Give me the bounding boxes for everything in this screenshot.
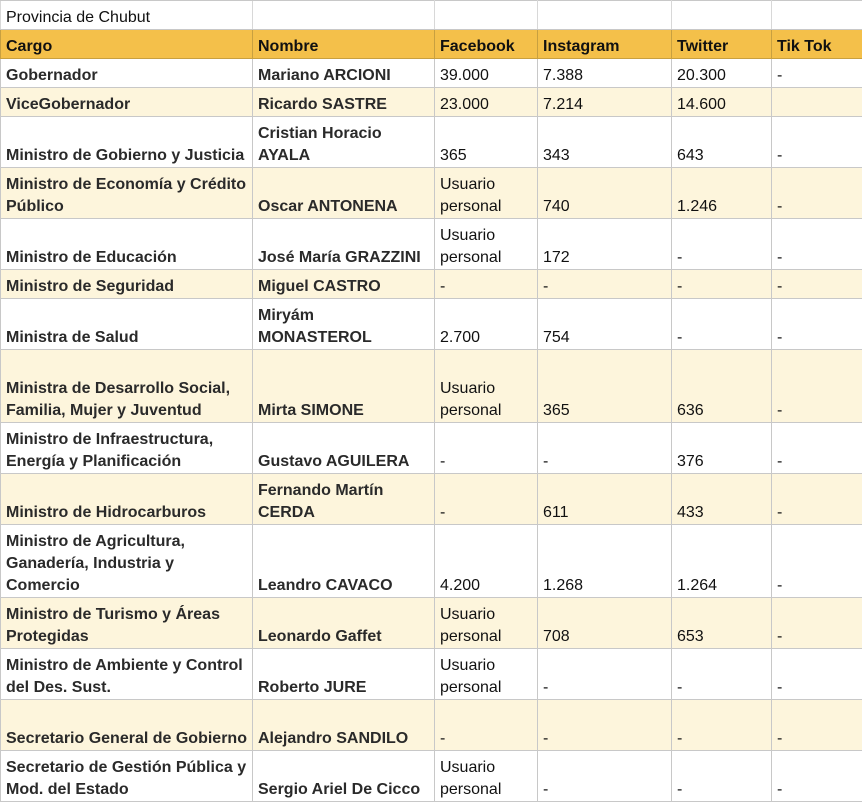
cell-nombre[interactable]: Roberto JURE <box>253 649 435 700</box>
cell-nombre[interactable]: Mirta SIMONE <box>253 350 435 423</box>
cell-facebook[interactable]: 39.000 <box>435 59 538 88</box>
table-row <box>1 598 862 649</box>
cell-nombre[interactable]: Ricardo SASTRE <box>253 88 435 117</box>
header-tiktok[interactable]: Tik Tok <box>772 30 862 59</box>
cell-nombre[interactable]: Gustavo AGUILERA <box>253 423 435 474</box>
table-row <box>1 270 862 299</box>
cell-instagram[interactable]: 754 <box>538 299 672 350</box>
cell-cargo[interactable]: Secretario General de Gobierno <box>1 700 253 751</box>
cell-instagram[interactable]: 708 <box>538 598 672 649</box>
cell-nombre[interactable]: Miguel CASTRO <box>253 270 435 299</box>
cell-twitter[interactable]: 653 <box>672 598 772 649</box>
cell-nombre[interactable]: Oscar ANTONENA <box>253 168 435 219</box>
cell-cargo[interactable]: ViceGobernador <box>1 88 253 117</box>
cell-nombre[interactable]: Cristian Horacio AYALA <box>253 117 435 168</box>
header-instagram[interactable]: Instagram <box>538 30 672 59</box>
cell-instagram[interactable]: 365 <box>538 350 672 423</box>
cell-cargo[interactable]: Secretario de Gestión Pública y Mod. del Estado <box>1 751 253 802</box>
cell-twitter[interactable]: 20.300 <box>672 59 772 88</box>
cell-twitter[interactable]: - <box>672 270 772 299</box>
cell-facebook[interactable]: 4.200 <box>435 525 538 598</box>
cell-cargo[interactable]: Ministra de Salud <box>1 299 253 350</box>
cell-twitter[interactable]: 14.600 <box>672 88 772 117</box>
table-row <box>1 88 862 117</box>
cell-twitter[interactable]: 636 <box>672 350 772 423</box>
cell-instagram[interactable]: - <box>538 700 672 751</box>
table-row <box>1 423 862 474</box>
cell-nombre[interactable]: José María GRAZZINI <box>253 219 435 270</box>
cell-facebook[interactable]: Usuario personal <box>435 219 538 270</box>
title-row <box>1 1 862 30</box>
empty-cell[interactable] <box>672 1 772 30</box>
header-nombre[interactable]: Nombre <box>253 30 435 59</box>
header-facebook[interactable]: Facebook <box>435 30 538 59</box>
cell-tiktok[interactable]: - <box>772 525 862 598</box>
cell-cargo[interactable]: Gobernador <box>1 59 253 88</box>
cell-tiktok[interactable]: - <box>772 219 862 270</box>
cell-tiktok[interactable]: - <box>772 751 862 802</box>
cell-twitter[interactable]: 433 <box>672 474 772 525</box>
cell-facebook[interactable]: - <box>435 700 538 751</box>
empty-cell[interactable] <box>772 1 862 30</box>
cell-instagram[interactable]: 7.214 <box>538 88 672 117</box>
table-row <box>1 350 862 423</box>
cell-instagram[interactable]: 1.268 <box>538 525 672 598</box>
cell-facebook[interactable]: 23.000 <box>435 88 538 117</box>
cell-nombre[interactable]: Mariano ARCIONI <box>253 59 435 88</box>
cell-cargo[interactable]: Ministro de Ambiente y Control del Des. Sust. <box>1 649 253 700</box>
cell-cargo[interactable]: Ministra de Desarrollo Social, Familia, Mujer y Juventud <box>1 350 253 423</box>
cell-instagram[interactable]: - <box>538 751 672 802</box>
cell-cargo[interactable]: Ministro de Gobierno y Justicia <box>1 117 253 168</box>
cell-facebook[interactable]: - <box>435 270 538 299</box>
table-row <box>1 751 862 802</box>
cell-nombre[interactable]: Alejandro SANDILO <box>253 700 435 751</box>
cell-tiktok[interactable]: - <box>772 168 862 219</box>
cell-facebook[interactable]: Usuario personal <box>435 598 538 649</box>
cell-nombre[interactable]: Sergio Ariel De Cicco <box>253 751 435 802</box>
table-row <box>1 59 862 88</box>
cell-instagram[interactable]: 740 <box>538 168 672 219</box>
header-twitter[interactable]: Twitter <box>672 30 772 59</box>
cell-nombre[interactable]: Fernando Martín CERDA <box>253 474 435 525</box>
cell-tiktok[interactable]: - <box>772 350 862 423</box>
sheet-title[interactable]: Provincia de Chubut <box>1 1 253 30</box>
cell-instagram[interactable]: - <box>538 423 672 474</box>
cell-tiktok[interactable]: - <box>772 474 862 525</box>
cell-cargo[interactable]: Ministro de Turismo y Áreas Protegidas <box>1 598 253 649</box>
cell-twitter[interactable]: - <box>672 299 772 350</box>
cell-cargo[interactable]: Ministro de Infraestructura, Energía y Planificación <box>1 423 253 474</box>
cell-facebook[interactable]: Usuario personal <box>435 649 538 700</box>
cell-twitter[interactable]: - <box>672 751 772 802</box>
cell-facebook[interactable]: - <box>435 423 538 474</box>
cell-tiktok[interactable]: - <box>772 700 862 751</box>
cell-instagram[interactable]: - <box>538 270 672 299</box>
cell-twitter[interactable]: - <box>672 649 772 700</box>
cell-twitter[interactable]: - <box>672 700 772 751</box>
table-row <box>1 700 862 751</box>
table-row <box>1 117 862 168</box>
cell-tiktok[interactable]: - <box>772 270 862 299</box>
cell-facebook[interactable]: - <box>435 474 538 525</box>
cell-instagram[interactable]: 611 <box>538 474 672 525</box>
cell-tiktok[interactable] <box>772 88 862 117</box>
cell-twitter[interactable]: 376 <box>672 423 772 474</box>
cell-cargo[interactable]: Ministro de Educación <box>1 219 253 270</box>
table-row <box>1 525 862 598</box>
cell-tiktok[interactable]: - <box>772 598 862 649</box>
table-row <box>1 649 862 700</box>
header-row <box>1 30 862 59</box>
cell-facebook[interactable]: Usuario personal <box>435 350 538 423</box>
cell-facebook[interactable]: Usuario personal <box>435 168 538 219</box>
table-row <box>1 474 862 525</box>
header-cargo[interactable]: Cargo <box>1 30 253 59</box>
cell-instagram[interactable]: - <box>538 649 672 700</box>
cell-cargo[interactable]: Ministro de Economía y Crédito Público <box>1 168 253 219</box>
cell-twitter[interactable]: 643 <box>672 117 772 168</box>
cell-twitter[interactable]: 1.264 <box>672 525 772 598</box>
cell-cargo[interactable]: Ministro de Agricultura, Ganadería, Industria y Comercio <box>1 525 253 598</box>
cell-cargo[interactable]: Ministro de Seguridad <box>1 270 253 299</box>
cell-instagram[interactable]: 343 <box>538 117 672 168</box>
cell-tiktok[interactable]: - <box>772 59 862 88</box>
cell-cargo[interactable]: Ministro de Hidrocarburos <box>1 474 253 525</box>
cell-facebook[interactable]: 365 <box>435 117 538 168</box>
cell-instagram[interactable]: 172 <box>538 219 672 270</box>
cell-facebook[interactable]: 2.700 <box>435 299 538 350</box>
table-row <box>1 168 862 219</box>
table-row <box>1 299 862 350</box>
cell-tiktok[interactable]: - <box>772 299 862 350</box>
cell-twitter[interactable]: - <box>672 219 772 270</box>
empty-cell[interactable] <box>435 1 538 30</box>
cell-nombre[interactable]: Leonardo Gaffet <box>253 598 435 649</box>
empty-cell[interactable] <box>538 1 672 30</box>
cell-tiktok[interactable]: - <box>772 423 862 474</box>
empty-cell[interactable] <box>253 1 435 30</box>
table-row <box>1 219 862 270</box>
cell-tiktok[interactable]: - <box>772 649 862 700</box>
cell-twitter[interactable]: 1.246 <box>672 168 772 219</box>
cell-instagram[interactable]: 7.388 <box>538 59 672 88</box>
cell-nombre[interactable]: Leandro CAVACO <box>253 525 435 598</box>
cell-tiktok[interactable]: - <box>772 117 862 168</box>
cell-facebook[interactable]: Usuario personal <box>435 751 538 802</box>
cell-nombre[interactable]: Miryám MONASTEROL <box>253 299 435 350</box>
